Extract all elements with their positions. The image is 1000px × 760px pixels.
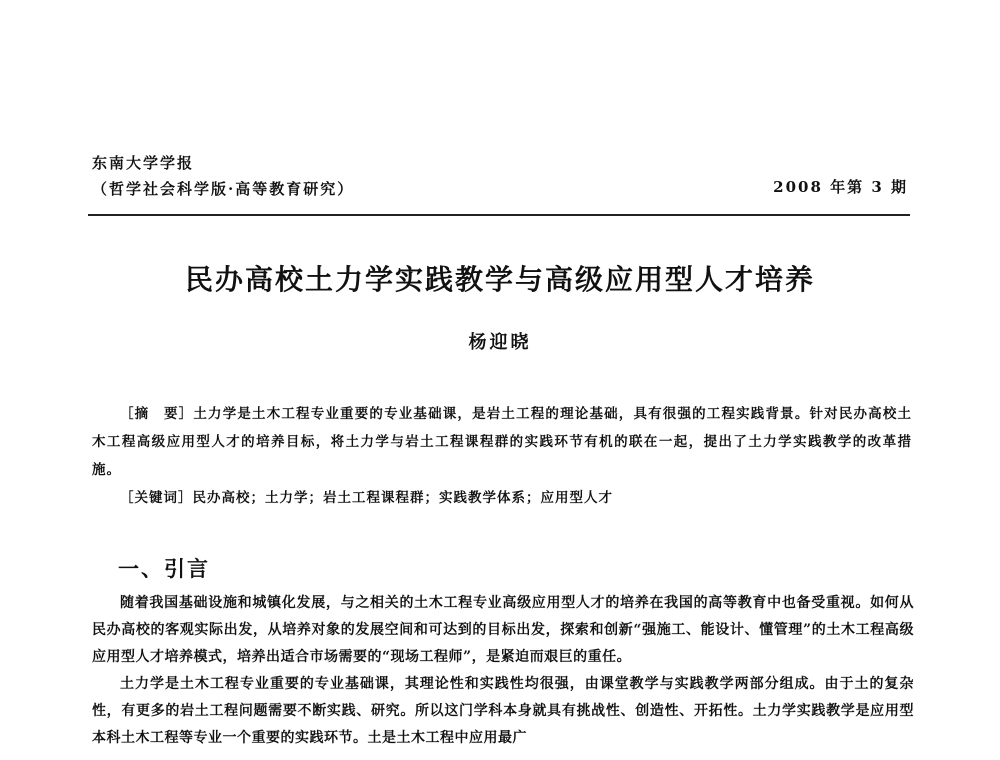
header-divider <box>88 214 910 216</box>
abstract-label: ［摘 要］ <box>120 406 194 422</box>
abstract <box>92 400 912 484</box>
body-text <box>92 590 914 752</box>
paragraph: 随着我国基础设施和城镇化发展，与之相关的土木工程专业高级应用型人才的培养在我国的高等教育中也备受重视。如何从民办高校的客观实际出发，从培养对象的发展空间和可达到的目标出发，探索和创新“强施工、能设计、懂管理”的土木工程高级应用型人才培养模式，培养出适合市场需要的“现场工程师”，是紧迫而艰巨的重任。 <box>92 595 914 665</box>
author-name: 杨迎晓 <box>468 332 532 353</box>
paper-title: 民办高校土力学实践教学与高级应用型人才培养 <box>184 263 815 296</box>
section-heading: 一、引言 <box>118 557 210 581</box>
journal-edition: （哲学社会科学版·高等教育研究） <box>92 180 355 198</box>
paragraph: 土力学是土木工程专业重要的专业基础课，其理论性和实践性均很强，由课堂教学与实践教学两部分组成。由于土的复杂性，有更多的岩土工程问题需要不断实践、研究。所以这门学科本身就具有挑战性、创造性、开拓性。土力学实践教学是应用型本科土木工程等专业一个重要的实践环节。土是土木工程中应用最广 <box>92 676 914 746</box>
journal-header <box>92 150 354 202</box>
journal-name: 东南大学学报 <box>92 154 195 172</box>
abstract-text: 土力学是土木工程专业重要的专业基础课，是岩土工程的理论基础，具有很强的工程实践背景。针对民办高校土木工程高级应用型人才的培养目标，将土力学与岩土工程课程群的实践环节有机的联在一起，提出了土力学实践教学的改革措施。 <box>92 406 913 478</box>
keywords <box>120 486 613 506</box>
keywords-label: ［关键词］ <box>120 490 193 506</box>
keywords-text: 民办高校；土力学；岩土工程课程群；实践教学体系；应用型人才 <box>192 490 613 506</box>
issue-number: 2008 年第 3 期 <box>773 178 908 196</box>
